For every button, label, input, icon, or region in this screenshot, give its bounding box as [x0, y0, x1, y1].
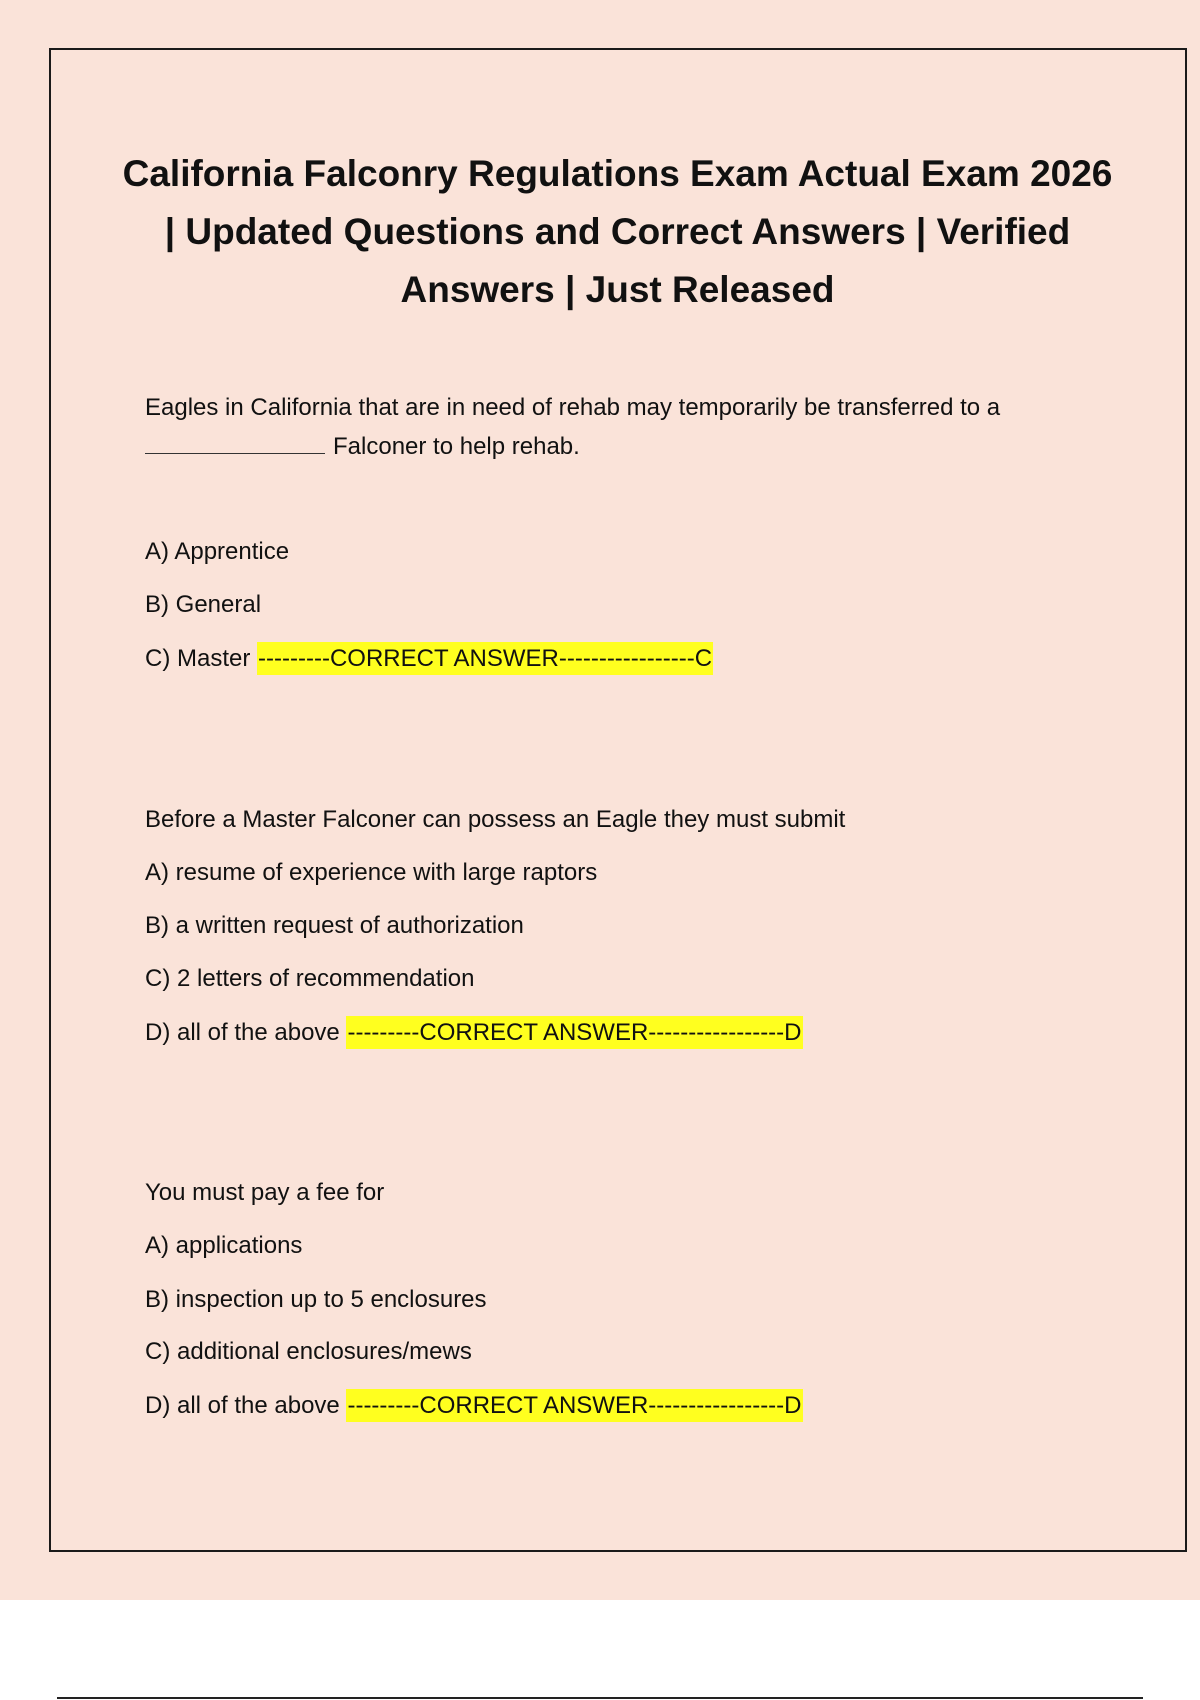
- page-bottom-divider: [57, 1697, 1143, 1699]
- question-2-option-d-text: D) all of the above: [145, 1019, 340, 1046]
- question-2-correct-answer: ---------CORRECT ANSWER-----------------D: [346, 1016, 802, 1049]
- question-3-correct-answer: ---------CORRECT ANSWER-----------------D: [346, 1389, 802, 1422]
- question-2-option-a: A) resume of experience with large raptors: [145, 859, 598, 886]
- question-1-option-c: [145, 644, 713, 674]
- question-1-option-a: A) Apprentice: [145, 538, 290, 565]
- question-2-option-c: C) 2 letters of recommendation: [145, 965, 475, 992]
- question-3-prompt: You must pay a fee for: [145, 1179, 385, 1206]
- question-3-option-b: B) inspection up to 5 enclosures: [145, 1286, 487, 1313]
- fill-in-blank: [145, 431, 325, 454]
- document-title: California Falconry Regulations Exam Actual Exam 2026 | Updated Questions and Correct Answers | Verified Answers | Just Released: [122, 153, 1113, 310]
- question-3-option-a: A) applications: [145, 1232, 303, 1259]
- question-1-prompt-line-1: Eagles in California that are in need of rehab may temporarily be transferred to a: [145, 394, 1001, 421]
- question-1-option-c-text: C) Master: [145, 645, 251, 672]
- question-1-option-b: B) General: [145, 591, 262, 618]
- question-2-option-d: [145, 1018, 803, 1048]
- question-2-option-b: B) a written request of authorization: [145, 912, 524, 939]
- question-1-prompt-line-2: Falconer to help rehab.: [333, 433, 580, 460]
- question-1-correct-answer: ---------CORRECT ANSWER-----------------C: [257, 642, 713, 675]
- question-1-prompt-continued: [145, 431, 580, 462]
- question-3-option-d-text: D) all of the above: [145, 1392, 340, 1419]
- question-1-prompt: [145, 393, 1000, 423]
- question-3-option-d: [145, 1391, 803, 1421]
- question-2-prompt: Before a Master Falconer can possess an Eagle they must submit: [145, 806, 846, 833]
- question-3-option-c: C) additional enclosures/mews: [145, 1338, 472, 1365]
